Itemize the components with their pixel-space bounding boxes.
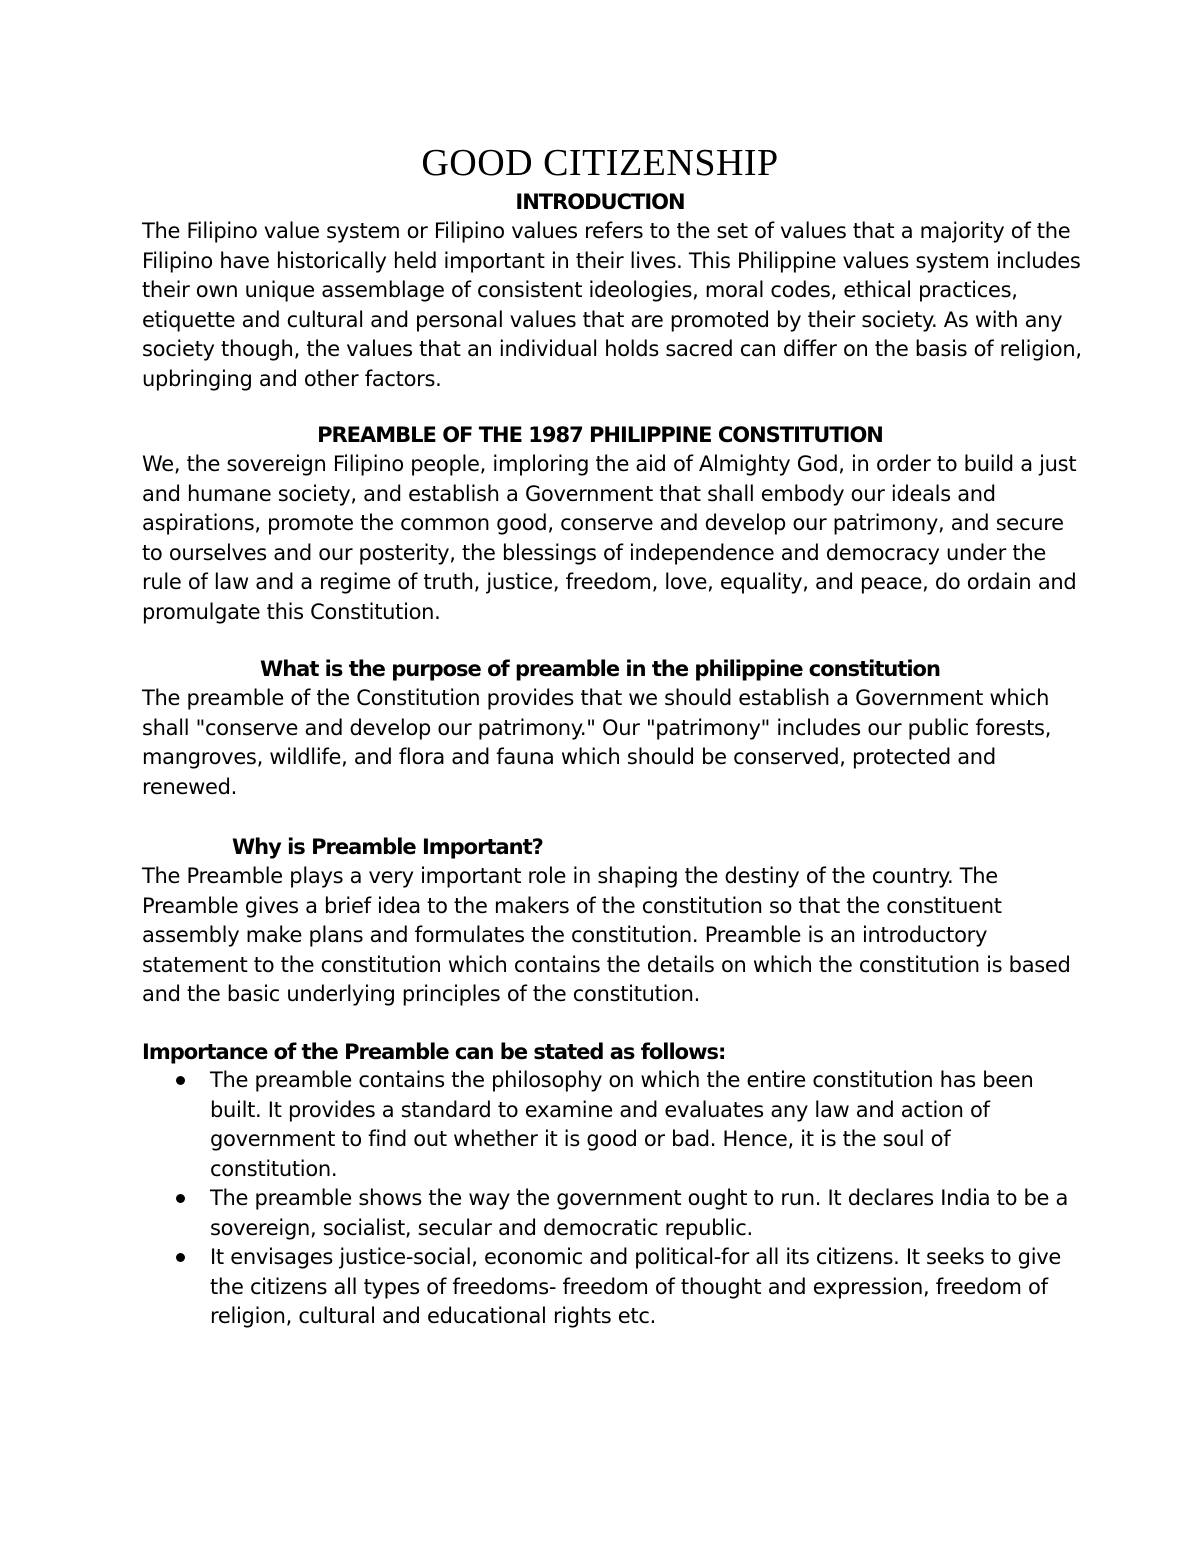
importance-heading: Importance of the Preamble can be stated as follows: [142,1040,726,1064]
list-item-text: The preamble shows the way the government ought to run. It declares India to be a sovereign, socialist, secular and democratic republic. [210,1186,1069,1240]
why-important-heading: Why is Preamble Important? [232,835,543,859]
document-title: GOOD CITIZENSHIP [421,142,779,184]
list-item [142,1243,1082,1332]
preamble-paragraph: We, the sovereign Filipino people, imploring the aid of Almighty God, in order to build a just and humane society, and establish a Government that shall embody our ideals and aspirations, promote the common good, conserve and develop our patrimony, and secure to ourselves and our posterity, the blessings of independence and democracy under the rule of law and a regime of truth, justice, freedom, love, equality, and peace, do ordain and promulgate this Constitution. [142,452,1077,624]
list-item [142,1184,1082,1243]
bullet-icon [176,1194,185,1203]
list-item-text: It envisages justice-social, economic and political-for all its citizens. It seeks to give the citizens all types of freedoms- freedom of thought and expression, freedom of religion, cultural and educational rights etc. [210,1245,1061,1328]
bullet-icon [176,1076,185,1085]
list-item [142,1066,1082,1184]
introduction-heading: INTRODUCTION [515,190,685,214]
importance-list [142,1066,1082,1332]
list-item-text: The preamble contains the philosophy on which the entire constitution has been built. It provides a standard to examine and evaluates any law and action of government to find out whether it is good or bad. Hence, it is the soul of constitution. [210,1068,1034,1181]
bullet-icon [176,1253,185,1262]
why-important-paragraph: The Preamble plays a very important role in shaping the destiny of the country. The Preamble gives a brief idea to the makers of the constitution so that the constituent assembly make plans and formulates the constitution. Preamble is an introductory statement to the constitution which contains the details on which the constitution is based and the basic underlying principles of the constitution. [142,864,1071,1006]
purpose-heading: What is the purpose of preamble in the philippine constitution [260,657,940,681]
purpose-paragraph: The preamble of the Constitution provides that we should establish a Government which shall "conserve and develop our patrimony." Our "patrimony" includes our public forests, mangroves, wildlife, and flora and fauna which should be conserved, protected and renewed. [142,686,1052,799]
introduction-paragraph: The Filipino value system or Filipino values refers to the set of values that a majority of the Filipino have historically held important in their lives. This Philippine values system includes their own unique assemblage of consistent ideologies, moral codes, ethical practices, etiquette and cultural and personal values that are promoted by their society. As with any society though, the values that an individual holds sacred can differ on the basis of religion, upbringing and other factors. [142,219,1082,391]
preamble-heading: PREAMBLE OF THE 1987 PHILIPPINE CONSTITUTION [317,423,883,447]
